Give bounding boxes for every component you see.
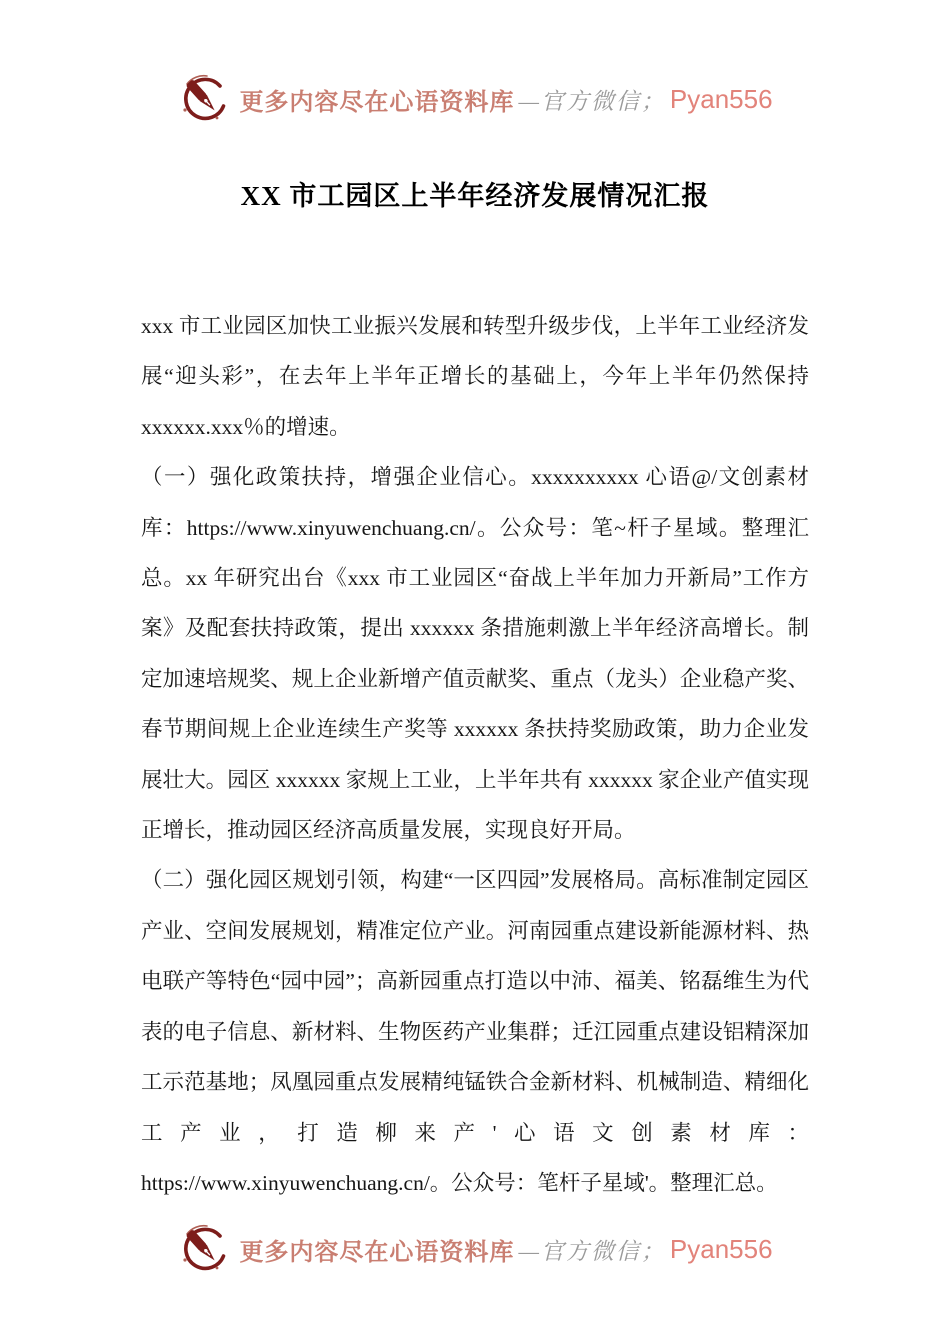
body-paragraph-1: xxx 市工业园区加快工业振兴发展和转型升级步伐，上半年工业经济发展“迎头彩”，在去年上半年正增长的基础上，今年上半年仍然保持 xxxxxx.xxx％的增速。 — [141, 314, 809, 439]
header-watermark — [0, 0, 950, 128]
pen-swirl-logo-icon — [177, 1220, 229, 1278]
body-paragraph-2: （一）强化政策扶持，增强企业信心。xxxxxxxxxx 心语@/文创素材库：https://www.xinyuwenchuang.cn/。公众号：笔~杆子星域。整理汇总。xx 年研究出台《xxx 市工业园区“奋战上半年加力开新局”工作方案》及配套扶持政策，提出 xxxxxx 条措施刺激上半年经济高增长。制定加速培规奖、规上企业新增产值贡献奖、重点（龙头）企业稳产奖、春节期间规上企业连续生产奖等 xxxxxx 条扶持奖励政策，助力企业发展壮大。园区 xxxxxx 家规上工业，上半年共有 xxxxxx 家企业产值实现正增长，推动园区经济高质量发展，实现良好开局。 — [141, 465, 809, 843]
watermark-wechat-id: Pyan556 — [669, 83, 773, 114]
body-paragraph-3: （二）强化园区规划引领，构建“一区四园”发展格局。高标准制定园区产业、空间发展规划，精准定位产业。河南园重点建设新能源材料、热电联产等特色“园中园”；高新园重点打造以中沛、福美、铭磊维生为代表的电子信息、新材料、生物医药产业集群；迁江园重点建设铝精深加工示范基地；凤凰园重点发展精纯锰铁合金新材料、机械制造、精细化工产业，打造柳来产'心语文创素材库：https://www.xinyuwenchuang.cn/。公众号：笔杆子星域'。整理汇总。 — [141, 868, 809, 1195]
watermark-separator-text: —官方微信； — [518, 1238, 666, 1264]
watermark-brand-text: 更多内容尽在心语资料库 — [239, 1239, 515, 1266]
pen-swirl-logo-icon — [177, 70, 229, 128]
watermark-wechat-id: Pyan556 — [669, 1233, 773, 1264]
watermark-separator-text: —官方微信； — [518, 88, 666, 114]
watermark-brand-text: 更多内容尽在心语资料库 — [239, 89, 515, 116]
document-title: XX 市工园区上半年经济发展情况汇报 — [240, 181, 710, 211]
document-body — [141, 301, 809, 1208]
footer-watermark — [0, 1220, 950, 1278]
